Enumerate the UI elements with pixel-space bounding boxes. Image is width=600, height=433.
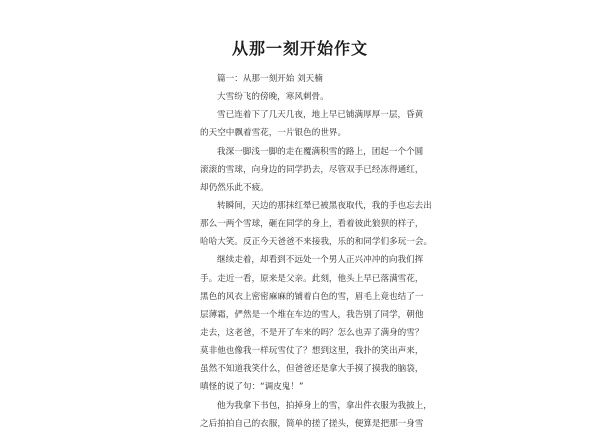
text-line: 黑色的风衣上密密麻麻的铺着白色的雪，眉毛上竟也结了一 bbox=[200, 291, 424, 302]
text-line: 的天空中飘着雪花，一片银色的世界。 bbox=[200, 128, 347, 139]
text-line: 哈哈大笑。反正今天爸爸不来接我，乐的和同学们多玩一会。 bbox=[200, 237, 433, 248]
document-body bbox=[200, 70, 433, 433]
text-line: 大雪纷飞的傍晚，寒风刺骨。 bbox=[217, 92, 329, 103]
text-line: 之后拍拍自己的衣服，简单的搓了搓头，便算是把那一身雪 bbox=[200, 418, 424, 429]
text-line: 走去，这老爸，不是开了车来的吗？怎么也弄了满身的雪？ bbox=[200, 327, 424, 338]
text-line: 篇一：从那一刻开始 刘天楠 bbox=[217, 74, 323, 84]
text-line: 滚滚的雪球，向身边的同学扔去，尽管双手已经冻得通红， bbox=[200, 164, 424, 175]
text-line: 继续走着，却看到不远处一个男人正兴冲冲的向我们挥 bbox=[217, 255, 424, 266]
text-line: 转瞬间，天边的那抹红晕已被黑夜取代，我的手也忘去出 bbox=[217, 200, 432, 211]
text-line: 他为我拿下书包，拍掉身上的雪，拿出件衣服为我披上， bbox=[217, 400, 432, 411]
text-line: 却仍然乐此不疲。 bbox=[200, 182, 269, 193]
document-title: 从那一刻开始作文 bbox=[231, 39, 368, 58]
text-line: 那么一两个雪球，砸在同学的身上，看着彼此狼狈的样子， bbox=[200, 219, 424, 230]
text-line: 嗔怪的说了句：“调皮鬼！” bbox=[200, 382, 304, 393]
text-line: 虽然不知道我笑什么，但爸爸还是拿大手摸了摸我的脑袋， bbox=[200, 364, 424, 375]
text-line: 莫非他也像我一样玩雪仗了？想到这里，我扑的笑出声来， bbox=[200, 346, 424, 357]
text-line: 我深一脚浅一脚的走在覆满积雪的路上，团起一个个圆 bbox=[217, 146, 424, 157]
text-line: 手。走近一看，原来是父亲。此刻，他头上早已落满雪花， bbox=[200, 273, 424, 284]
text-line: 雪已连着下了几天几夜，地上早已铺满厚厚一层，昏黄 bbox=[217, 110, 424, 121]
text-line: 层薄霜，俨然是一个堆在车边的雪人，我告别了同学，朝他 bbox=[200, 309, 424, 320]
